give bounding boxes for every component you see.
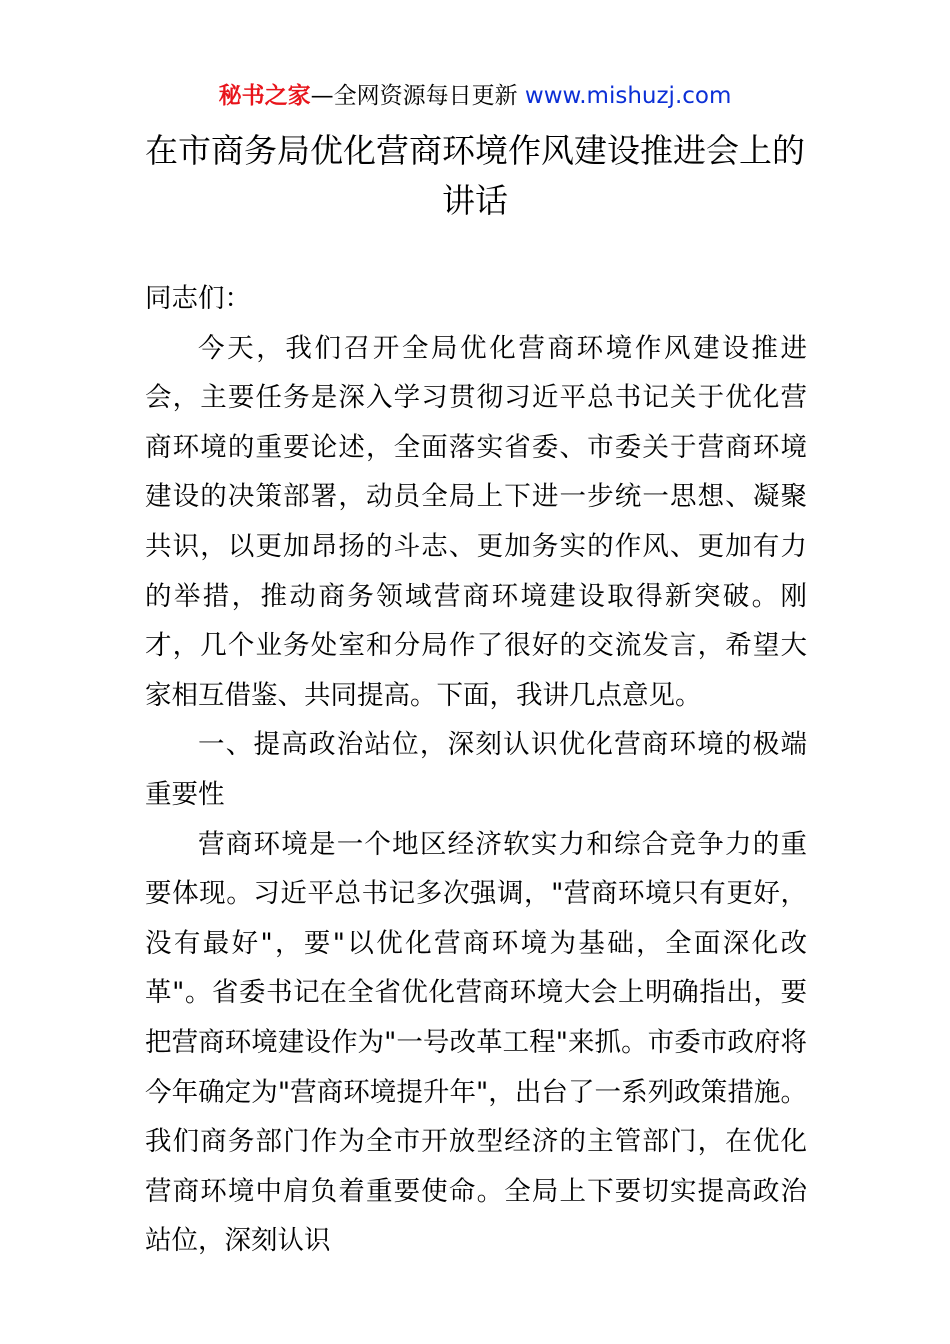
header-tagline: —全网资源每日更新 [310, 83, 525, 109]
paragraph-section-1: 营商环境是一个地区经济软实力和综合竞争力的重要体现。习近平总书记多次强调，"营商环境只有更好，没有最好"，要"以优化营商环境为基础，全面深化改革"。省委书记在全省优化营商环境大会上明确指出，要把营商环境建设作为"一号改革工程"来抓。市委市政府将今年确定为"营商环境提升年"，出台了一系列政策措施。我们商务部门作为全市开放型经济的主管部门，在优化营商环境中肩负着重要使命。全局上下要切实提高政治站位，深刻认识 [145, 828, 807, 1257]
salutation: 同志们： [145, 283, 251, 314]
site-url-link[interactable]: www.mishuzj.com [524, 83, 732, 109]
brand-name: 秘书之家 [218, 83, 311, 109]
document-title: 在市商务局优化营商环境作风建设推进会上的讲话 [145, 131, 805, 220]
section-heading: 一、提高政治站位，深刻认识优化营商环境的极端重要性 [145, 729, 807, 810]
site-header [0, 80, 950, 112]
document-body [145, 274, 807, 1266]
paragraph-intro: 今天，我们召开全局优化营商环境作风建设推进会，主要任务是深入学习贯彻习近平总书记关于优化营商环境的重要论述，全面落实省委、市委关于营商环境建设的决策部署，动员全局上下进一步统一思想、凝聚共识，以更加昂扬的斗志、更加务实的作风、更加有力的举措，推动商务领域营商环境建设取得新突破。刚才，几个业务处室和分局作了很好的交流发言，希望大家相互借鉴、共同提高。下面，我讲几点意见。 [145, 332, 807, 711]
